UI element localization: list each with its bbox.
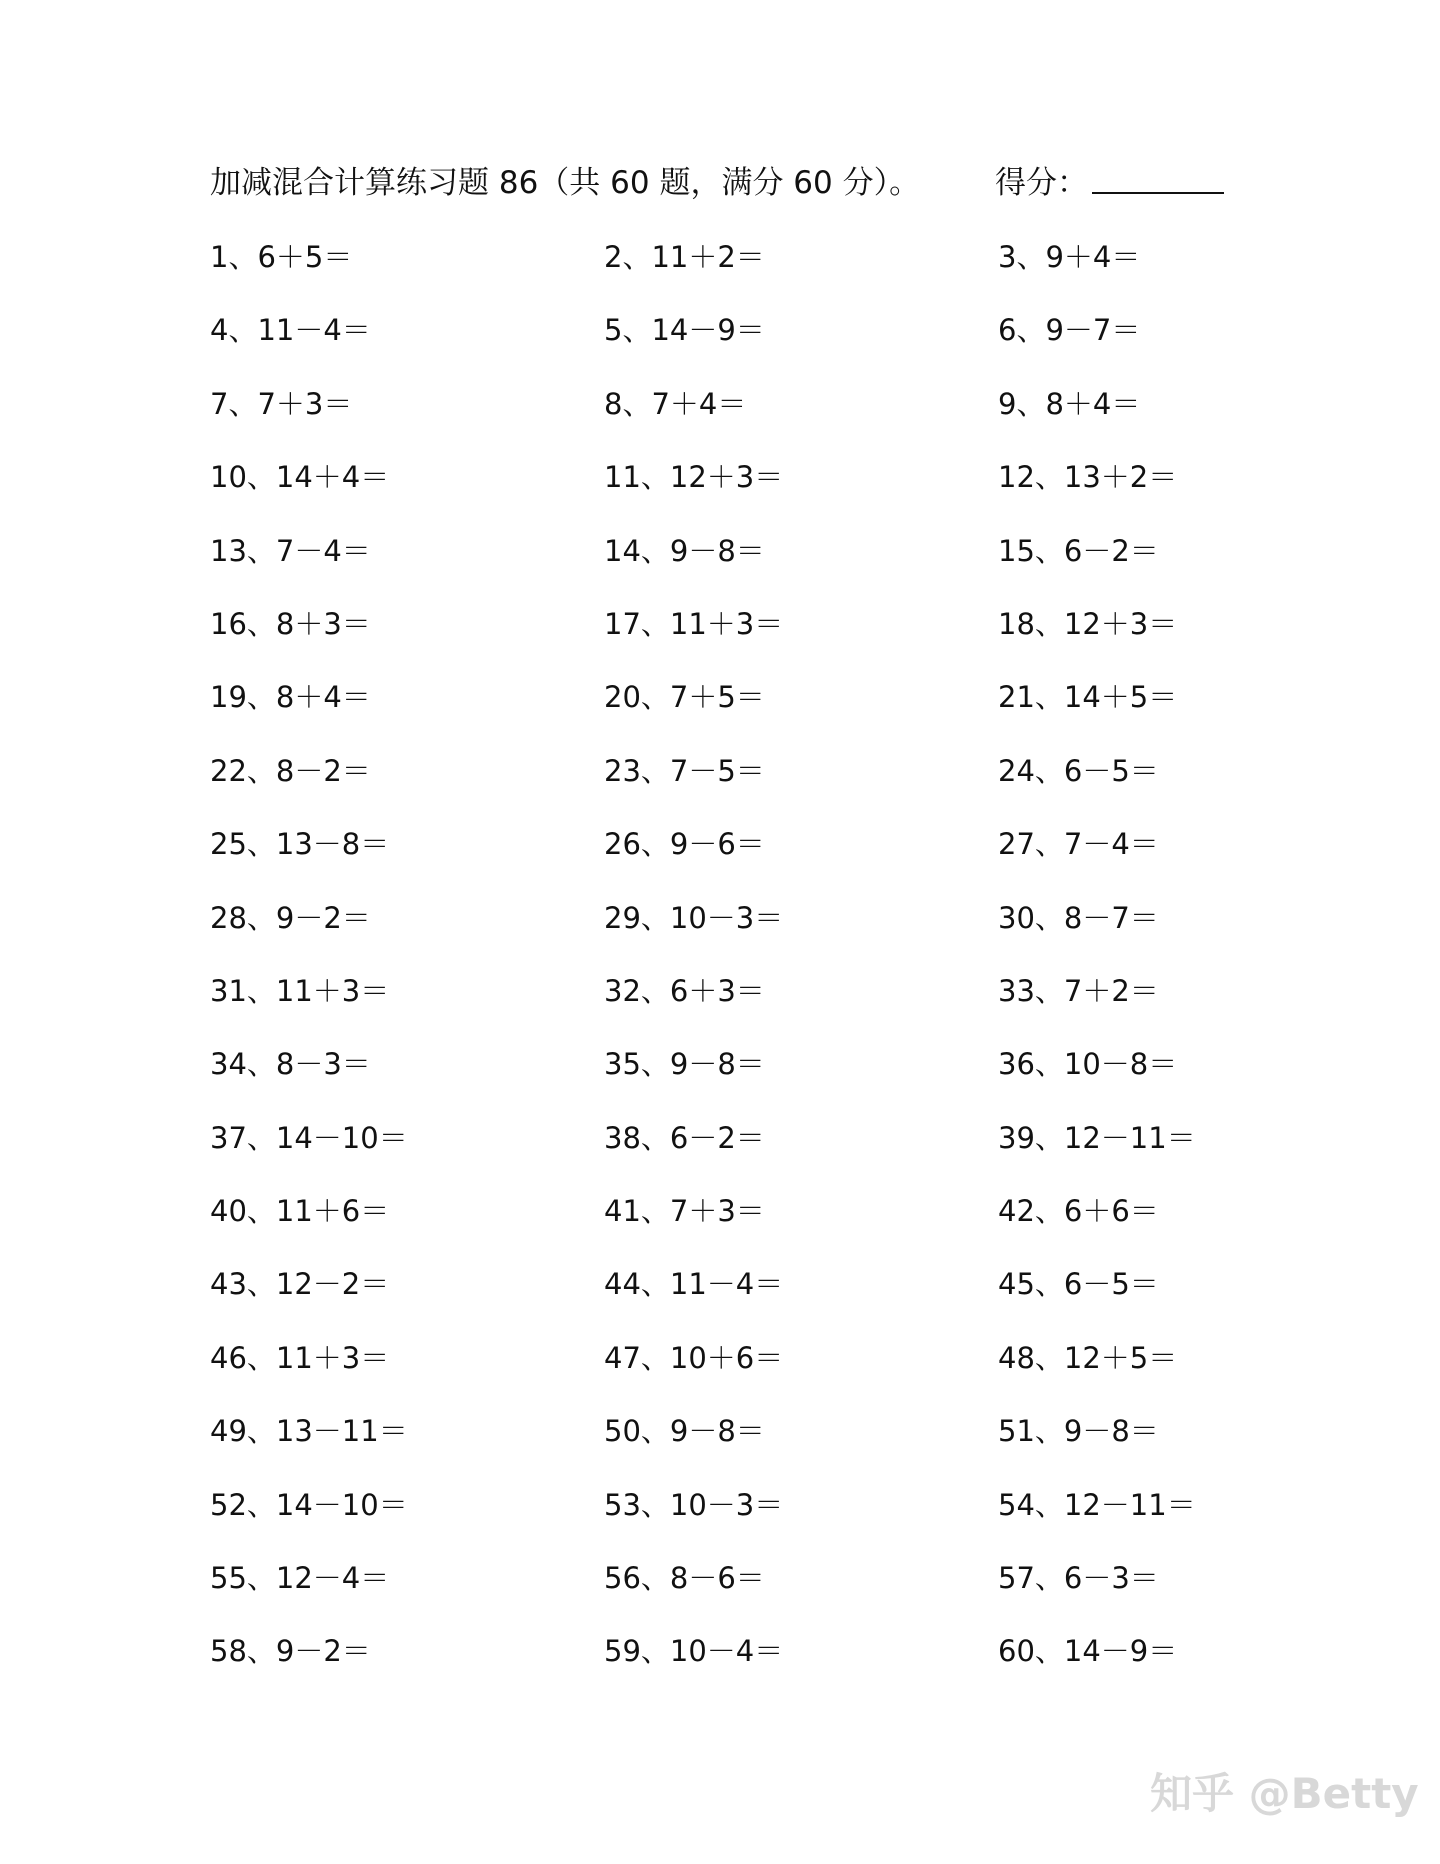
problem-item: 46、11＋3＝ [210,1340,390,1375]
problem-item: 4、11－4＝ [210,313,371,348]
problem-item: 2、11＋2＝ [604,240,765,274]
problem-item: 58、9－2＝ [210,1634,371,1669]
problem-item: 30、8－7＝ [998,900,1159,935]
problem-item: 59、10－4＝ [604,1634,784,1669]
problem-item: 34、8－3＝ [210,1047,371,1082]
problem-item: 40、11＋6＝ [210,1194,390,1229]
problem-item: 50、9－8＝ [604,1414,765,1449]
problem-item: 43、12－2＝ [210,1267,390,1302]
problem-item: 24、6－5＝ [998,753,1159,788]
problem-item: 3、9＋4＝ [998,240,1141,274]
problem-item: 49、13－11＝ [210,1414,408,1449]
problem-item: 8、7＋4＝ [604,386,747,421]
problem-item: 5、14－9＝ [604,313,765,348]
problem-item: 11、12＋3＝ [604,460,784,495]
problem-item: 45、6－5＝ [998,1267,1159,1302]
problem-item: 39、12－11＝ [998,1120,1196,1155]
problem-item: 21、14＋5＝ [998,680,1178,715]
problem-item: 26、9－6＝ [604,827,765,862]
problem-item: 12、13＋2＝ [998,460,1178,495]
problem-item: 29、10－3＝ [604,900,784,935]
problem-item: 6、9－7＝ [998,313,1141,348]
problem-item: 31、11＋3＝ [210,973,390,1008]
problem-item: 32、6＋3＝ [604,973,765,1008]
problem-item: 27、7－4＝ [998,827,1159,862]
problem-item: 51、9－8＝ [998,1414,1159,1449]
problem-item: 14、9－8＝ [604,533,765,568]
problem-item: 35、9－8＝ [604,1047,765,1082]
problem-item: 36、10－8＝ [998,1047,1178,1082]
problem-item: 25、13－8＝ [210,827,390,862]
problem-item: 15、6－2＝ [998,533,1159,568]
problem-item: 23、7－5＝ [604,753,765,788]
problem-item: 13、7－4＝ [210,533,371,568]
problem-item: 52、14－10＝ [210,1487,408,1522]
problem-item: 47、10＋6＝ [604,1340,784,1375]
problem-item: 54、12－11＝ [998,1487,1196,1522]
score-field [995,158,1224,208]
problem-item: 41、7＋3＝ [604,1194,765,1229]
problem-item: 9、8＋4＝ [998,386,1141,421]
problem-item: 33、7＋2＝ [998,973,1159,1008]
problem-item: 55、12－4＝ [210,1561,390,1596]
problem-item: 28、9－2＝ [210,900,371,935]
problem-item: 48、12＋5＝ [998,1340,1178,1375]
problem-item: 60、14－9＝ [998,1634,1178,1669]
problem-item: 18、12＋3＝ [998,606,1178,641]
score-label: 得分： [995,165,1088,201]
problem-item: 16、8＋3＝ [210,606,371,641]
problem-item: 37、14－10＝ [210,1120,408,1155]
problem-item: 44、11－4＝ [604,1267,784,1302]
problem-item: 7、7＋3＝ [210,386,353,421]
problem-item: 20、7＋5＝ [604,680,765,715]
problem-item: 19、8＋4＝ [210,680,371,715]
problem-item: 38、6－2＝ [604,1120,765,1155]
worksheet-title: 加减混合计算练习题 86（共 60 题，满分 60 分）。 [210,165,921,201]
worksheet-header [210,158,1240,208]
problem-item: 1、6＋5＝ [210,240,353,274]
problem-item: 53、10－3＝ [604,1487,784,1522]
problem-item: 56、8－6＝ [604,1561,765,1596]
problem-item: 10、14＋4＝ [210,460,390,495]
problem-item: 42、6＋6＝ [998,1194,1159,1229]
zhihu-watermark: 知乎 @Betty [1150,1769,1419,1818]
problem-item: 57、6－3＝ [998,1561,1159,1596]
problem-item: 17、11＋3＝ [604,606,784,641]
problem-item: 22、8－2＝ [210,753,371,788]
score-blank-line [1092,158,1224,194]
problem-grid [210,232,1270,1682]
